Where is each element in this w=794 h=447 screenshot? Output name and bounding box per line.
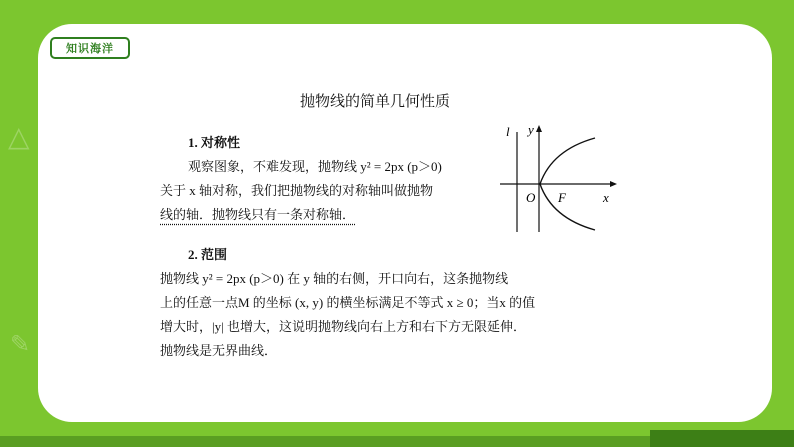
parabola-graph [500,120,625,235]
corner-strip [650,430,794,447]
section1-heading: 1. 对称性 [188,135,241,150]
page-title: 抛物线的简单几何性质 [299,92,450,110]
label-F: F [558,190,566,205]
section1-line-2: 关于 x 轴对称，我们把抛物线的对称轴叫做抛物 [160,183,434,198]
section2-line-2: 上的任意一点M 的坐标 (x, y) 的横坐标满足不等式 x ≥ 0；当x 的值 [160,295,536,310]
label-x: x [603,190,609,205]
section2-heading: 2. 范围 [188,247,228,262]
y-axis-arrow [536,125,542,132]
section1-line-1: 观察图象，不难发现，抛物线 y² = 2px (p＞0) [188,159,442,174]
x-axis-arrow [610,181,617,187]
content-card [38,24,772,422]
section-tag: 知识海洋 [50,37,130,59]
section2-line-3: 增大时，|y| 也增大，这说明抛物线向右上方和右下方无限延伸． [160,319,526,334]
label-l: l [506,124,510,139]
background-doodle: ✎ [10,330,31,358]
background-doodle: △ [8,120,30,153]
label-y: y [528,122,534,137]
section1-line-3: 线的轴．抛物线只有一条对称轴． [160,207,356,222]
label-O: O [526,190,536,205]
section2-line-1: 抛物线 y² = 2px (p＞0) 在 y 轴的右侧，开口向右，这条抛物线 [160,271,509,286]
section2-line-4: 抛物线是无界曲线． [160,343,278,358]
